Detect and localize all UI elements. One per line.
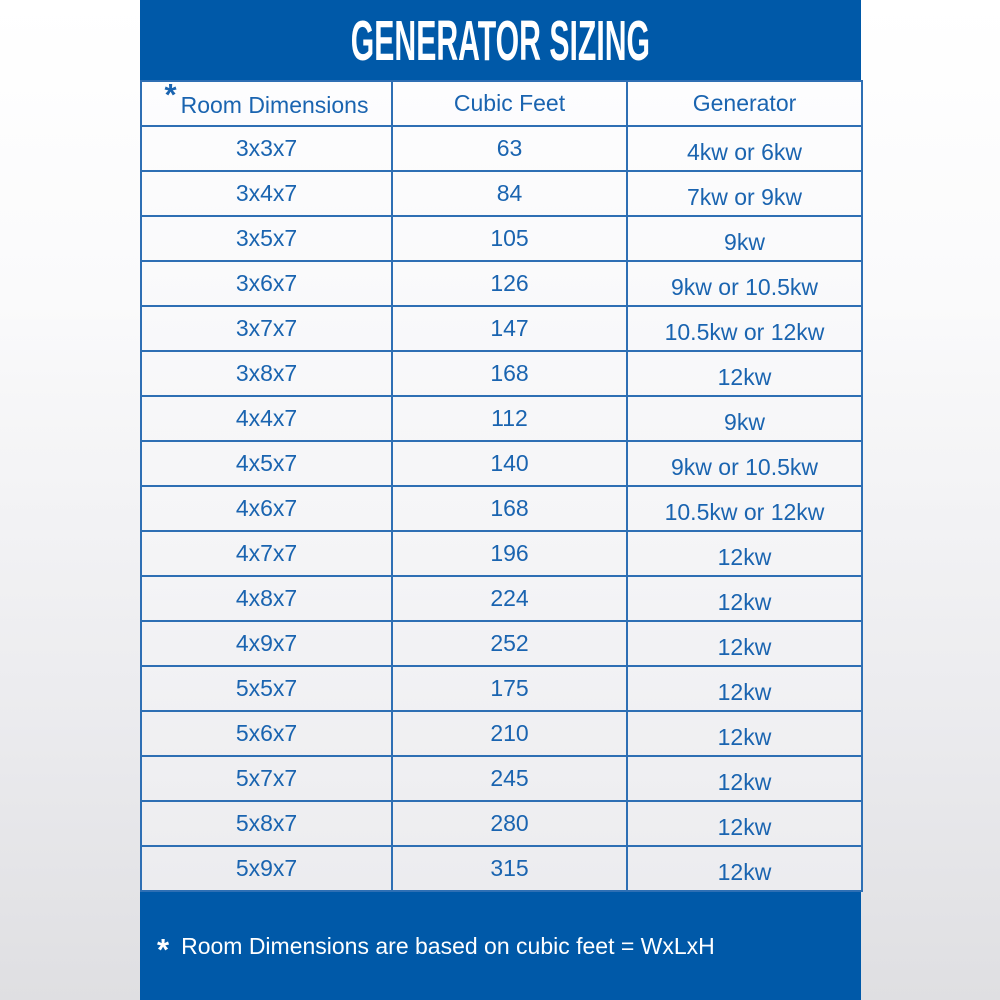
page-title: GENERATOR SIZING <box>350 8 651 73</box>
room-dimensions-cell: 3x7x7 <box>141 306 392 351</box>
header-generator: Generator <box>627 81 862 126</box>
cubic-feet-cell: 168 <box>392 351 627 396</box>
room-dimensions-cell: 5x7x7 <box>141 756 392 801</box>
table-row <box>141 261 862 306</box>
table-row <box>141 756 862 801</box>
asterisk-marker-icon: * <box>157 931 170 967</box>
table-row <box>141 666 862 711</box>
room-dimensions-cell: 4x7x7 <box>141 531 392 576</box>
room-dimensions-cell: 5x5x7 <box>141 666 392 711</box>
cubic-feet-cell: 105 <box>392 216 627 261</box>
generator-cell: 12kw <box>627 621 862 666</box>
table-body <box>141 126 862 891</box>
cubic-feet-cell: 280 <box>392 801 627 846</box>
generator-cell: 12kw <box>627 666 862 711</box>
generator-sizing-panel <box>140 0 861 1000</box>
table-row <box>141 846 862 891</box>
header-room-dimensions-label: Room Dimensions <box>180 92 369 119</box>
table-row <box>141 486 862 531</box>
header-row <box>141 81 862 126</box>
cubic-feet-cell: 168 <box>392 486 627 531</box>
generator-cell: 4kw or 6kw <box>627 126 862 171</box>
table-row <box>141 396 862 441</box>
cubic-feet-cell: 245 <box>392 756 627 801</box>
cubic-feet-cell: 175 <box>392 666 627 711</box>
room-dimensions-cell: 3x3x7 <box>141 126 392 171</box>
generator-cell: 12kw <box>627 711 862 756</box>
generator-cell: 12kw <box>627 351 862 396</box>
sizing-table <box>140 77 863 892</box>
room-dimensions-cell: 4x5x7 <box>141 441 392 486</box>
generator-cell: 12kw <box>627 531 862 576</box>
table-row <box>141 711 862 756</box>
generator-cell: 9kw or 10.5kw <box>627 261 862 306</box>
cubic-feet-cell: 112 <box>392 396 627 441</box>
generator-cell: 9kw <box>627 216 862 261</box>
generator-cell: 9kw or 10.5kw <box>627 441 862 486</box>
room-dimensions-cell: 5x8x7 <box>141 801 392 846</box>
table-row <box>141 801 862 846</box>
cubic-feet-cell: 140 <box>392 441 627 486</box>
generator-cell: 12kw <box>627 846 862 891</box>
title-band <box>140 0 861 80</box>
generator-cell: 10.5kw or 12kw <box>627 486 862 531</box>
table-row <box>141 216 862 261</box>
cubic-feet-cell: 63 <box>392 126 627 171</box>
generator-cell: 7kw or 9kw <box>627 171 862 216</box>
cubic-feet-cell: 210 <box>392 711 627 756</box>
header-room-dimensions <box>141 77 392 126</box>
room-dimensions-cell: 3x8x7 <box>141 351 392 396</box>
cubic-feet-cell: 84 <box>392 171 627 216</box>
room-dimensions-cell: 4x6x7 <box>141 486 392 531</box>
table-row <box>141 441 862 486</box>
generator-cell: 12kw <box>627 801 862 846</box>
generator-cell: 12kw <box>627 576 862 621</box>
room-dimensions-cell: 3x4x7 <box>141 171 392 216</box>
cubic-feet-cell: 196 <box>392 531 627 576</box>
generator-cell: 12kw <box>627 756 862 801</box>
table-row <box>141 351 862 396</box>
room-dimensions-cell: 3x5x7 <box>141 216 392 261</box>
table-row <box>141 126 862 171</box>
header-cubic-feet: Cubic Feet <box>392 81 627 126</box>
cubic-feet-cell: 252 <box>392 621 627 666</box>
room-dimensions-cell: 5x6x7 <box>141 711 392 756</box>
table-header <box>141 77 862 126</box>
table-row <box>141 576 862 621</box>
cubic-feet-cell: 315 <box>392 846 627 891</box>
cubic-feet-cell: 126 <box>392 261 627 306</box>
cubic-feet-cell: 147 <box>392 306 627 351</box>
table-row <box>141 306 862 351</box>
asterisk-marker-icon: * <box>164 77 177 113</box>
cubic-feet-cell: 224 <box>392 576 627 621</box>
room-dimensions-cell: 5x9x7 <box>141 846 392 891</box>
table-row <box>141 171 862 216</box>
room-dimensions-cell: 3x6x7 <box>141 261 392 306</box>
room-dimensions-cell: 4x8x7 <box>141 576 392 621</box>
table-row <box>141 531 862 576</box>
table-row <box>141 621 862 666</box>
generator-cell: 9kw <box>627 396 862 441</box>
generator-cell: 10.5kw or 12kw <box>627 306 862 351</box>
room-dimensions-cell: 4x4x7 <box>141 396 392 441</box>
room-dimensions-cell: 4x9x7 <box>141 621 392 666</box>
footnote-text: Room Dimensions are based on cubic feet = WxLxH <box>181 932 715 959</box>
footnote <box>140 892 861 1000</box>
